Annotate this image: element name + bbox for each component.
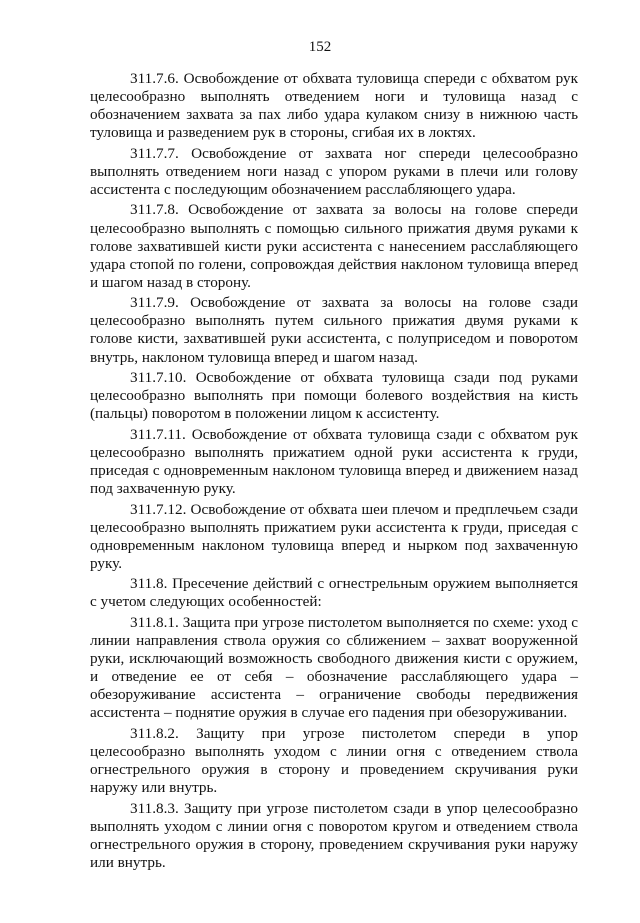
page-number: 152 [308,39,332,55]
paragraph-311-8-2: 311.8.2. Защиту при угрозе пистолетом спереди в упор целесообразно выполнять уходом с линии огня с отведением ствола огнестрельного оружия в сторону и проведением скручивания руки наружу или внутрь. [90,724,578,797]
paragraph-311-7-7: 311.7.7. Освобождение от захвата ног спереди целесообразно выполнять отведением ноги назад с упором руками в плечи или голову ассистента с последующим обозначением расслабляющего удара. [90,144,578,198]
document-body [90,70,578,872]
paragraph-311-7-9: 311.7.9. Освобождение от захвата за волосы на голове сзади целесообразно выполнять путем сильного прижатия двумя руками к голове кисти, захватившей руки ассистента, с полуприседом и поворотом внутрь, наклоном туловища вперед и шагом назад. [90,294,578,366]
paragraph-311-8-3: 311.8.3. Защиту при угрозе пистолетом сзади в упор целесообразно выполнять уходом с линии огня с поворотом кругом и отведением ствола огнестрельного оружия в сторону, проведением скручивания руки наружу или внутрь. [90,799,578,871]
paragraph-311-7-11: 311.7.11. Освобождение от обхвата туловища сзади с обхватом рук целесообразно выполнять прижатием одной руки ассистента к груди, приседая с одновременным наклоном туловища вперед и движением назад под захваченную руку. [90,425,578,498]
paragraph-311-7-12: 311.7.12. Освобождение от обхвата шеи плечом и предплечьем сзади целесообразно выполнять прижатием руки ассистента к груди, приседая с одновременным наклоном туловища вперед и нырком под захваченную руку. [90,500,578,572]
paragraph-311-8-1: 311.8.1. Защита при угрозе пистолетом выполняется по схеме: уход с линии направления ствола оружия со сближением – захват вооруженной руки, исключающий возможность свободного движения кисти с оружием, и отведение ее от себя – обозначение расслабляющего удара – обезоруживание ассистента – ограничение свободы передвижения ассистента – поднятие оружия в случае его падения при обезоруживании. [90,613,578,722]
paragraph-311-7-10: 311.7.10. Освобождение от обхвата туловища сзади под руками целесообразно выполнять при помощи болевого воздействия на кисть (пальцы) поворотом в положении лицом к ассистенту. [90,369,578,423]
paragraph-311-8: 311.8. Пресечение действий с огнестрельным оружием выполняется с учетом следующих особенностей: [90,575,578,611]
paragraph-311-7-6: 311.7.6. Освобождение от обхвата туловища спереди с обхватом рук целесообразно выполнять отведением ноги и туловища назад с обозначением захвата за пах либо удара кулаком снизу в нижнюю часть туловища и разведением рук в стороны, сгибая их в локтях. [90,70,578,142]
paragraph-311-7-8: 311.7.8. Освобождение от захвата за волосы на голове спереди целесообразно выполнять с помощью сильного прижатия двумя руками к голове захватившей кисти руки ассистента с нанесением расслабляющего удара стопой по голени, сопровождая действия наклоном туловища вперед и шагом назад в сторону. [90,201,578,291]
